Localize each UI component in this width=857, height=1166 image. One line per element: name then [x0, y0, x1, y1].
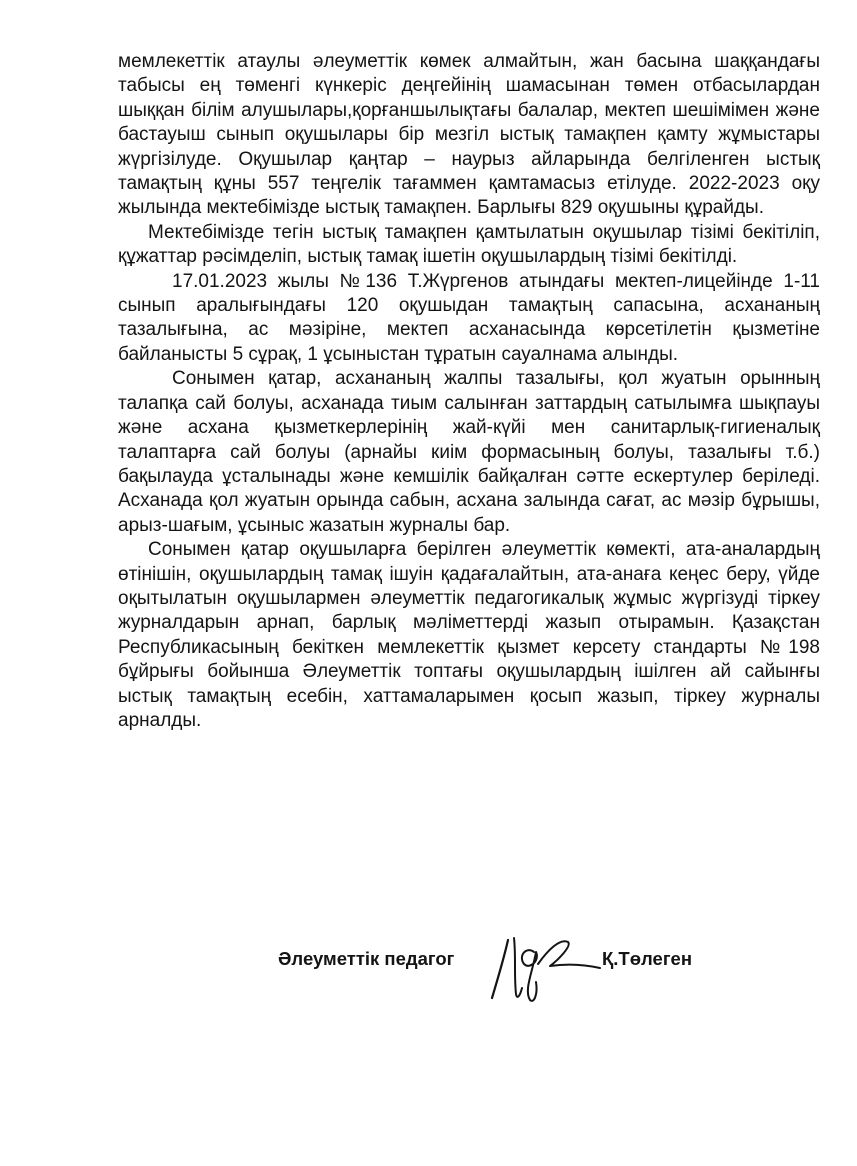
handwritten-signature-icon	[486, 930, 606, 1008]
signature-block	[278, 930, 738, 1010]
signatory-name: Қ.Төлеген	[602, 948, 692, 969]
paragraph-hot-meals-coverage: мемлекеттік атаулы әлеуметтік көмек алмайтын, жан басына шаққандағы табысы ең төменгі күнкеріс деңгейінің шамасынан төмен отбасылардан шыққан білім алушылары,қорғаншылықтағы балалар, мектеп шешімімен және бастауыш сынып оқушылары бір мезгіл ыстық тамақпен қамту жұмыстары жүргізілуде. Оқушылар қаңтар – наурыз айларында белгіленген ыстық тамақтың құны 557 теңгелік тағаммен қамтамасыз етілуде. 2022-2023 оқу жылында мектебімізде ыстық тамақпен. Барлығы 829 оқушыны құрайды.	[118, 51, 820, 219]
paragraph-free-meal-list: Мектебімізде тегін ыстық тамақпен қамтылатын оқушылар тізімі бекітіліп, құжаттар рәсімделіп, ыстық тамақ ішетін оқушылардың тізімі бекітілді.	[118, 221, 820, 268]
paragraph-survey: 17.01.2023 жылы №136 Т.Жүргенов атындағы мектеп-лицейінде 1-11 сынып аралығындағы 120 оқушыдан тамақтың сапасына, асхананың тазалығына, ас мәзіріне, мектеп асханасында көрсетілетін қызметіне байланысты 5 сұрақ, 1 ұсыныстан тұратын сауалнама алынды.	[118, 270, 820, 365]
signatory-role: Әлеуметтік педагог	[278, 948, 455, 969]
paragraph-canteen-hygiene: Сонымен қатар, асхананың жалпы тазалығы, қол жуатын орынның талапқа сай болуы, асханада тиым салынған заттардың сатылымға шықпауы және асхана қызметкерлерінің жай-күйі мен санитарлық-гигиеналық талаптарға сай болуы (арнайы киім формасының болуы, тазалығы т.б.) бақылауда ұсталынады және кемшілік байқалған сәтте ескертулер беріледі. Асханада қол жуатын орында сабын, асхана залында сағат, ас мәзір бұрышы, арыз-шағым, ұсыныс жазатын журналы бар.	[118, 368, 820, 536]
document-body	[118, 50, 820, 733]
paragraph-social-support: Сонымен қатар оқушыларға берілген әлеуметтік көмекті, ата-аналардың өтінішін, оқушылардың тамақ ішуін қадағалайтын, ата-анаға кеңес беру, үйде оқытылатын оқушылармен әлеуметтік педагогикалық жұмыс жүргізуді тіркеу журналдарын арнап, барлық мәліметтерді жазып отырамын. Қазақстан Республикасының бекіткен мемлекеттік қызмет керсету стандарты №198 бұйрығы бойынша Әлеуметтік топтағы оқушылардың ішілген ай сайынғы ыстық тамақтың есебін, хаттамаларымен қосып жазып, тіркеу журналы арналды.	[118, 539, 820, 731]
